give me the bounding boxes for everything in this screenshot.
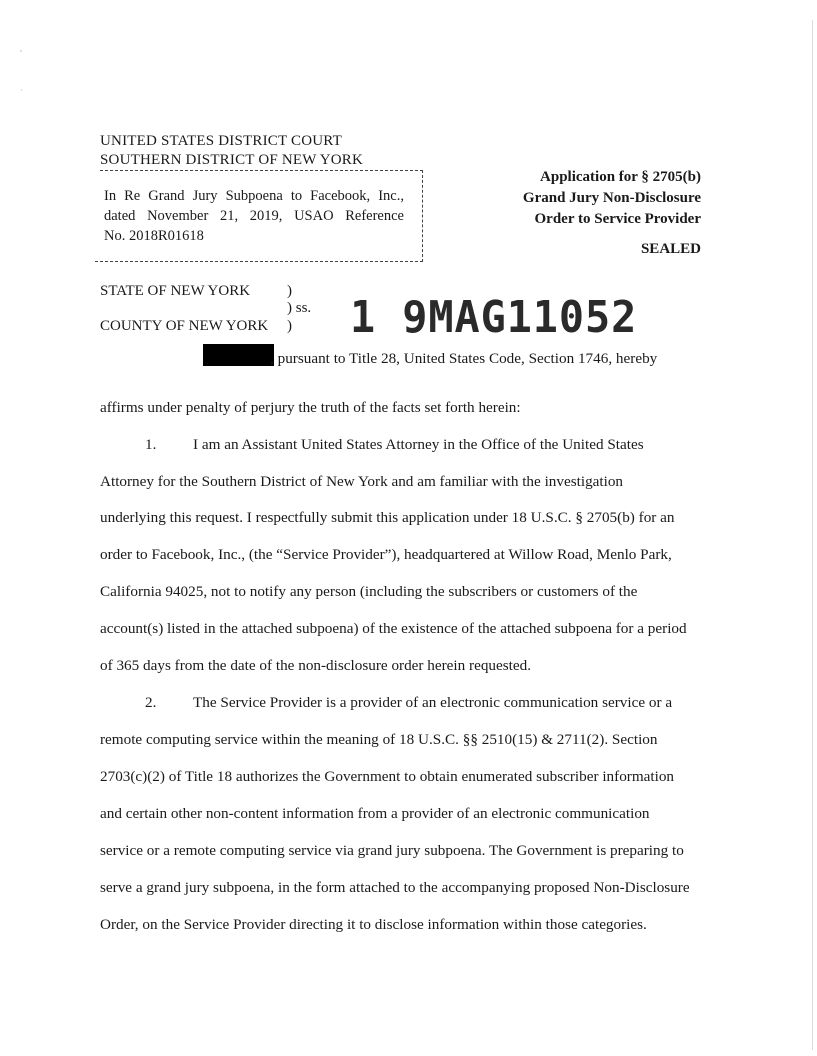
sealed-label: SEALED xyxy=(640,241,701,257)
paragraph-line: account(s) listed in the attached subpoena) of the existence of the attached subpoena for a period xyxy=(100,620,687,637)
venue-county: COUNTY OF NEW YORK xyxy=(100,318,269,334)
affirmation-line: , pursuant to Title 28, United States Code, Section 1746, hereby xyxy=(270,350,658,367)
caption-line: dated November 21, 2019, USAO Reference xyxy=(104,208,404,224)
paragraph-line: Order, on the Service Provider directing it to disclose information within those categories. xyxy=(100,916,647,933)
caption-border-top xyxy=(100,170,423,171)
paragraph-line: remote computing service within the meaning of 18 U.S.C. §§ 2510(15) & 2711(2). Section xyxy=(100,731,658,748)
paragraph-line: order to Facebook, Inc., (the “Service Provider”), headquartered at Willow Road, Menlo Park, xyxy=(100,546,672,563)
application-title-line: Application for § 2705(b) xyxy=(540,169,701,185)
paragraph-line: Attorney for the Southern District of New York and am familiar with the investigation xyxy=(100,473,624,490)
paragraph-line: serve a grand jury subpoena, in the form attached to the accompanying proposed Non-Disclosure xyxy=(100,879,690,896)
affirmation-line: affirms under penalty of perjury the truth of the facts set forth herein: xyxy=(100,399,521,416)
paragraph-line: 2703(c)(2) of Title 18 authorizes the Government to obtain enumerated subscriber information xyxy=(100,768,675,785)
redaction-block xyxy=(203,344,274,366)
paragraph-line: California 94025, not to notify any person (including the subscribers or customers of the xyxy=(100,583,638,600)
application-title-line: Order to Service Provider xyxy=(534,211,701,227)
paragraph-line: of 365 days from the date of the non-disclosure order herein requested. xyxy=(100,657,532,674)
court-district: SOUTHERN DISTRICT OF NEW YORK xyxy=(100,152,364,168)
caption-border-bottom xyxy=(95,261,423,262)
page-edge-line xyxy=(812,20,813,1050)
application-title-line: Grand Jury Non-Disclosure xyxy=(522,190,701,206)
paragraph-line: I am an Assistant United States Attorney in the Office of the United States xyxy=(193,436,644,453)
paragraph-line: and certain other non-content information from a provider of an electronic communication xyxy=(100,805,650,822)
venue-state: STATE OF NEW YORK xyxy=(100,283,251,299)
venue-ss: ) ss. xyxy=(287,300,312,316)
caption-line: In Re Grand Jury Subpoena to Facebook, Inc., xyxy=(104,188,404,204)
application-title xyxy=(470,167,701,230)
case-caption xyxy=(104,186,404,246)
paragraph-number: 1. xyxy=(145,436,157,453)
venue-paren: ) xyxy=(287,283,292,299)
paragraph-line: underlying this request. I respectfully submit this application under 18 U.S.C. § 2705(b) for an xyxy=(100,509,675,526)
caption-border-right xyxy=(422,170,423,262)
caption-line: No. 2018R01618 xyxy=(104,228,204,244)
margin-mark: ` xyxy=(20,88,23,97)
paragraph-line: service or a remote computing service via grand jury subpoena. The Government is preparing to xyxy=(100,842,684,859)
paragraph-line: The Service Provider is a provider of an electronic communication service or a xyxy=(193,694,673,711)
court-name: UNITED STATES DISTRICT COURT xyxy=(100,133,342,149)
docket-number-stamp: 1 9MAG11052 xyxy=(350,292,638,343)
paragraph-number: 2. xyxy=(145,694,157,711)
margin-mark: , xyxy=(20,44,22,53)
venue-paren: ) xyxy=(287,318,292,334)
